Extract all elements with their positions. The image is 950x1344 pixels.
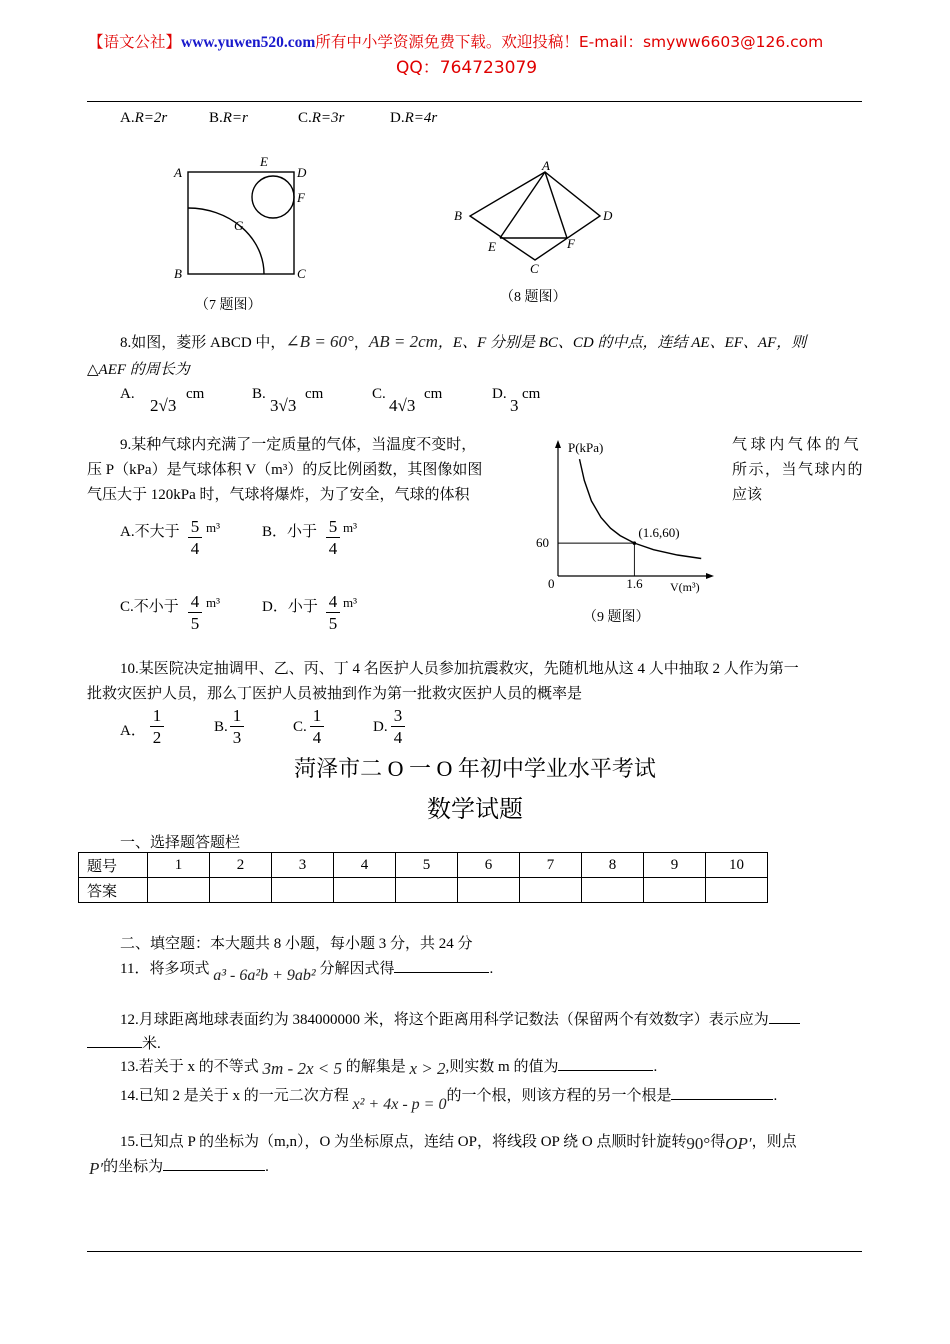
fig8-label-c: C [530,261,539,275]
q14-equation: x² + 4x - p = 0 [352,1096,447,1113]
q7-option-d: D.R=4r [390,110,438,126]
fig7-label-g: G [234,218,244,233]
question-number-cell: 7 [520,853,582,878]
q7-option-c: C.R=3r [298,110,345,126]
q8-line2: △AEF 的周长为 [87,362,190,378]
answer-cell[interactable] [458,878,520,903]
q11-expression: a³ - 6a²b + 9ab² [213,967,316,984]
fig7-label-f: F [297,190,305,205]
q9-line1-left: 9.某种气球内充满了一定质量的气体，当温度不变时， [120,437,477,453]
q13-answer-blank[interactable] [558,1056,653,1071]
q13-inequality: 3m - 2x < 5 [262,1059,342,1078]
chart9-xtick-1: 1.6 [626,576,643,591]
q14-answer-blank[interactable] [671,1085,773,1100]
chart9-xlabel: V(m³) [670,580,700,594]
q10-line2: 批救灾医护人员，那么丁医护人员被抽到作为第一批救灾医护人员的概率是 [87,686,583,702]
question-number-cell: 3 [272,853,334,878]
answer-cell[interactable] [706,878,768,903]
header-rule [87,101,862,102]
question-number-cell: 9 [644,853,706,878]
q8-option-b: B. [252,386,266,402]
chart9-x-arrow [706,573,714,579]
answer-table-row1-label: 题号 [79,853,148,878]
q12-answer-blank-1[interactable] [769,1009,800,1024]
chart9-xtick-0: 0 [548,576,555,591]
q9-line3-left: 气压大于 120kPa 时，气球将爆炸，为了安全，气球的体积 [87,487,470,503]
fig9-caption: （9 题图） [583,610,650,625]
chart9-ylabel: P(kPa) [568,440,604,455]
answer-table-row2-label: 答案 [79,878,148,903]
q11-answer-blank[interactable] [394,958,489,973]
q10-frac-d: 3 4 [391,707,405,746]
q10-line1: 10.某医院决定抽调甲、乙、丙、丁 4 名医护人员参加抗震救灾，先随机地从这 4 人中抽取 2 人作为第一 [120,661,799,677]
q9-frac-a: 5 4 [188,518,202,557]
q10-frac-c: 1 4 [310,707,324,746]
fig8-label-e: E [488,239,496,254]
q9-line1-right: 气球内气体的气 [732,437,863,453]
fig7-label-d: D [297,165,307,180]
fig8-label-b: B [454,208,462,223]
q14: 14.已知 2 是关于 x 的一元二次方程 x² + 4x - p = 0的一个根，则该方程的另一个根是 . [120,1084,777,1105]
answer-cell[interactable] [148,878,210,903]
question-number-cell: 1 [148,853,210,878]
q9-line3-right: 应该 [732,487,763,503]
q12-line1: 12.月球距离地球表面约为 384000000 米，将这个距离用科学记数法（保留两个有效数字）表示应为 [120,1008,800,1029]
q8-unit-c: cm [424,386,443,402]
question-number-cell: 2 [210,853,272,878]
q8-option-d: D. [492,386,507,402]
q8-line1: 8.如图，菱形 ABCD 中，∠B = 60°，AB = 2cm，E、F 分别是 BC、CD 的中点，连结 AE、EF、AF，则 [120,332,807,351]
q8-option-c: C. [372,386,386,402]
fig8-label-f: F [567,236,575,251]
answer-table-header-row [79,853,768,878]
q10-option-b: B. [214,719,228,735]
answer-table [78,852,768,903]
answer-cell[interactable] [644,878,706,903]
chart9-curve [580,459,702,558]
q10-frac-b: 1 3 [230,707,244,746]
q8-value-c: 4√3 [389,396,416,415]
answer-cell[interactable] [272,878,334,903]
fig8-label-d: D [603,208,613,223]
q9-unit-a: m³ [206,520,221,535]
q7-options: A.R=2r [120,110,168,126]
chart9-ytick: 60 [536,535,549,551]
q9-option-a: A.不大于 [120,524,180,540]
q7-option-b: B.R=r [209,110,248,126]
fig8-label-a: A [542,160,550,173]
exam-title: 菏泽市二 O 一 O 年初中学业水平考试 [294,756,656,781]
chart9-y-arrow [555,440,561,448]
q11: 11．将多项式 a³ - 6a²b + 9ab² 分解因式得 . [120,957,493,978]
q15-line1: 15.已知点 P 的坐标为（m,n），O 为坐标原点，连结 OP，将线段 OP 绕 O 点顺时针旋转90°得OP′，则点 [120,1134,797,1153]
q10-option-d: D. [373,719,388,735]
footer-rule [87,1251,862,1252]
q8-value-d: 3 [510,396,519,415]
section2-heading: 二、填空题：本大题共 8 小题，每小题 3 分，共 24 分 [120,936,473,952]
q9-line2-left: 压 P（kPa）是气球体积 V（m³）的反比例函数，其图像如图 [87,462,483,478]
question-number-cell: 6 [458,853,520,878]
question-number-cell: 5 [396,853,458,878]
answer-table-answer-row [79,878,768,903]
q8-unit-a: cm [186,386,205,402]
q9-option-d: D．小于 [262,599,318,615]
q13: 13.若关于 x 的不等式 3m - 2x < 5 的解集是 x > 2,则实数 m 的值为 . [120,1055,657,1076]
q15-answer-blank[interactable] [163,1156,265,1171]
site-slogan: 所有中小学资源免费下载。欢迎投稿！E-mail：smyww6603@126.com [315,33,824,51]
q8-unit-d: cm [522,386,541,402]
q13-solution: x > 2 [409,1059,446,1078]
answer-cell[interactable] [520,878,582,903]
fig7-label-b: B [174,266,182,281]
chart9-annotation: (1.6,60) [638,525,680,541]
q8-value-b: 3√3 [270,396,297,415]
answer-cell[interactable] [210,878,272,903]
fig8-caption: （8 题图） [500,290,567,305]
figure-8 [450,160,620,275]
site-bracket-name: 【语文公社】 [88,33,182,51]
q12-answer-blank-2[interactable] [87,1033,142,1048]
fig7-caption: （7 题图） [195,298,262,313]
figure-7 [170,150,320,285]
question-number-cell: 4 [334,853,396,878]
question-number-cell: 10 [706,853,768,878]
fig7-label-c: C [297,266,306,281]
q10-option-a: A． [120,723,146,739]
q12-line2: 米. [87,1032,161,1053]
q8-value-a: 2√3 [150,396,177,415]
q9-option-c: C.不小于 [120,599,179,615]
site-header [88,30,823,52]
answer-cell[interactable] [396,878,458,903]
q9-unit-d: m³ [343,595,358,610]
q8-unit-b: cm [305,386,324,402]
q9-frac-d: 4 5 [326,593,340,632]
q9-option-b: B．小于 [262,524,318,540]
q15-line2: P′的坐标为 . [89,1155,269,1176]
answer-table-caption: 一、选择题答题栏 [120,835,241,851]
q9-unit-c: m³ [206,595,221,610]
q10-option-c: C. [293,719,307,735]
fig7-label-a: A [174,165,182,180]
q9-unit-b: m³ [343,520,358,535]
q9-line2-right: 所示，当气球内的 [732,462,865,478]
chart9-point [633,541,637,545]
site-qq: QQ：764723079 [396,58,538,78]
q9-frac-b: 5 4 [326,518,340,557]
q9-frac-c: 4 5 [188,593,202,632]
exam-subtitle: 数学试题 [427,797,523,823]
question-number-cell: 8 [582,853,644,878]
figure-9-chart [530,430,720,595]
q10-frac-a: 1 2 [150,707,164,746]
q8-option-a: A. [120,386,135,402]
fig7-label-e: E [260,154,268,169]
site-url-link[interactable]: www.yuwen520.com [181,34,316,51]
answer-cell[interactable] [582,878,644,903]
answer-cell[interactable] [334,878,396,903]
